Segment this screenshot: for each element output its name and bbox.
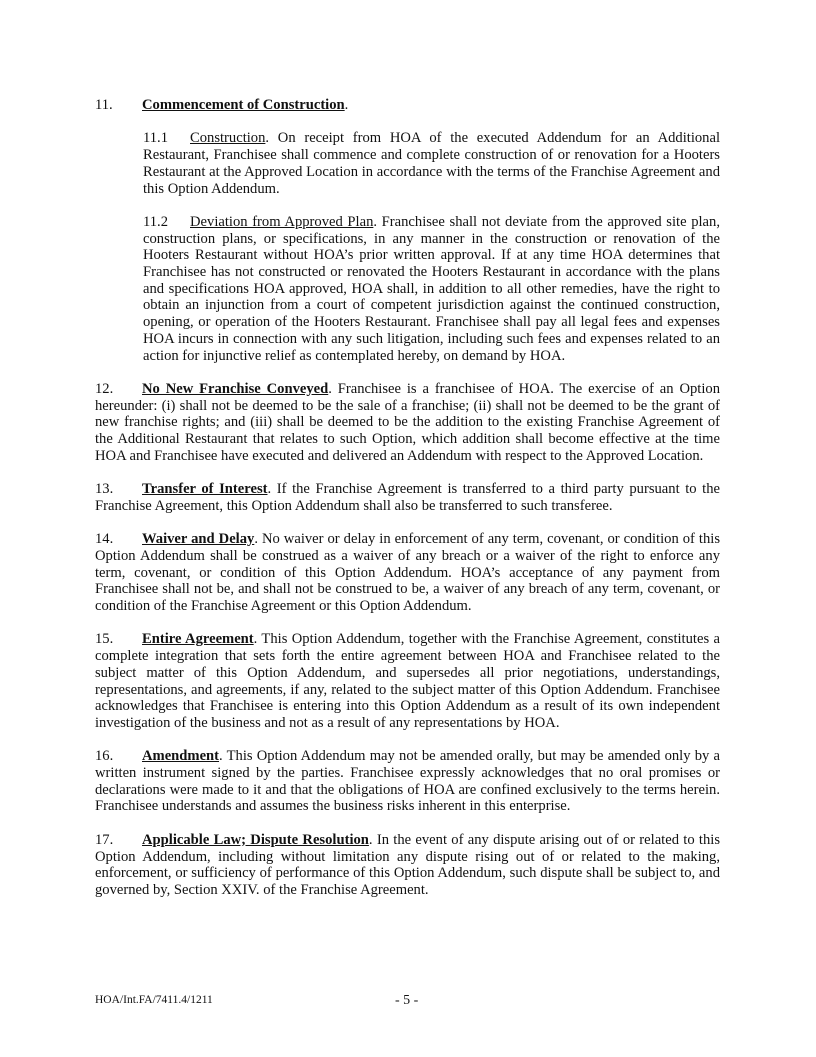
section-title: Applicable Law; Dispute Resolution (142, 831, 369, 848)
page-number: - 5 - (395, 993, 419, 1008)
section-title: Amendment (142, 748, 220, 765)
section-title: Entire Agreement (142, 631, 254, 648)
section-12 (95, 381, 720, 465)
section-text: . This Option Addendum, together with the Franchise Agreement, constitutes a complete integration that sets forth the entire agreement between HOA and Franchisee related to the subject matter of this Option Addendum, and supersedes all prior negotiations, understandings, representations, and agreements, if any, related to the subject matter of this Option Addendum. Franchisee acknowledges that Franchisee is entering into this Option Addendum as a result of its own independent investigation of the business and not as a result of any representations by HOA. (95, 631, 720, 731)
section-11-1 (95, 130, 720, 197)
document-page (95, 97, 720, 915)
section-title: No New Franchise Conveyed (142, 380, 329, 397)
subsection-text: . On receipt from HOA of the executed Addendum for an Additional Restaurant, Franchisee shall commence and complete construction of or renovation for a Hooters Restaurant at the Approved Location in accordance with the terms of the Franchise Agreement and this Option Addendum. (143, 130, 720, 197)
section-17 (95, 832, 720, 899)
section-text: . In the event of any dispute arising out of or related to this Option Addendum, including without limitation any dispute rising out of or related to the making, enforcement, or sufficiency of performance of this Option Addendum, such dispute shall be subject to, and governed by, Section XXIV. of the Franchise Agreement. (95, 831, 721, 898)
section-number: 17. (95, 831, 114, 848)
section-number: 11. (95, 97, 113, 113)
section-15 (95, 631, 720, 731)
section-14 (95, 531, 720, 615)
section-number: 14. (95, 531, 114, 548)
section-11-2 (95, 214, 720, 364)
section-title: Transfer of Interest (142, 481, 268, 498)
section-text: . This Option Addendum may not be amended orally, but may be amended only by a written instrument signed by the parties. Franchisee expressly acknowledges that no oral promises or declarations were made to it and that the obligations of HOA are confined exclusively to the terms herein. Franchisee understands and assumes the business risks inherent in this enterprise. (95, 748, 720, 815)
section-text: . If the Franchise Agreement is transferred to a third party pursuant to the Franchise Agreement, this Option Addendum shall also be transferred to such transferee. (95, 481, 721, 514)
section-number: 16. (95, 748, 114, 765)
section-text: . Franchisee is a franchisee of HOA. The exercise of an Option hereunder: (i) shall not be deemed to be the sale of a franchise; (ii) shall not be deemed to be the grant of new franchise rights; and (iii) shall be deemed to be the addition to the existing Franchise Agreement of the Additional Restaurant that relates to such Option, which addition shall become effective at the time HOA and Franchisee have executed and delivered an Addendum with respect to the Approved Location. (95, 380, 720, 464)
section-title: Commencement of Construction (142, 97, 345, 113)
section-title: Waiver and Delay (142, 531, 255, 548)
section-number: 12. (95, 380, 114, 397)
section-13 (95, 481, 720, 514)
subsection-number: 11.1 (143, 130, 168, 147)
section-11-heading: 11. Commencement of Construction. (95, 97, 349, 113)
document-id: HOA/Int.FA/7411.4/1211 (95, 994, 213, 1006)
subsection-title: Deviation from Approved Plan (190, 213, 374, 230)
subsection-title: Construction (190, 130, 266, 147)
subsection-text: . Franchisee shall not deviate from the approved site plan, construction plans, or specifications, in any manner in the construction or renovation of the Hooters Restaurant without HOA’s prior written approval. If at any time HOA determines that Franchisee has not constructed or renovated the Hooters Restaurant in accordance with the plans and specifications HOA approved, HOA shall, in addition to all other remedies, have the right to obtain an injunction from a court of competent jurisdiction against the continued construction, opening, or operation of the Hooters Restaurant. Franchisee shall pay all legal fees and expenses HOA incurs in connection with any such litigation, including such fees and expenses related to an action for injunctive relief as contemplated hereby, on demand by HOA. (143, 213, 720, 364)
section-number: 15. (95, 631, 114, 648)
section-16 (95, 748, 720, 815)
section-text: . No waiver or delay in enforcement of any term, covenant, or condition of this Option Addendum shall be construed as a waiver of any breach or a waiver of the right to enforce any term, covenant, or condition of this Option Addendum. HOA’s acceptance of any payment from Franchisee shall not be, and shall not be construed to be, a waiver of any breach of any term, covenant, or condition of the Franchise Agreement or this Option Addendum. (95, 531, 720, 615)
subsection-number: 11.2 (143, 213, 168, 230)
section-number: 13. (95, 481, 114, 498)
